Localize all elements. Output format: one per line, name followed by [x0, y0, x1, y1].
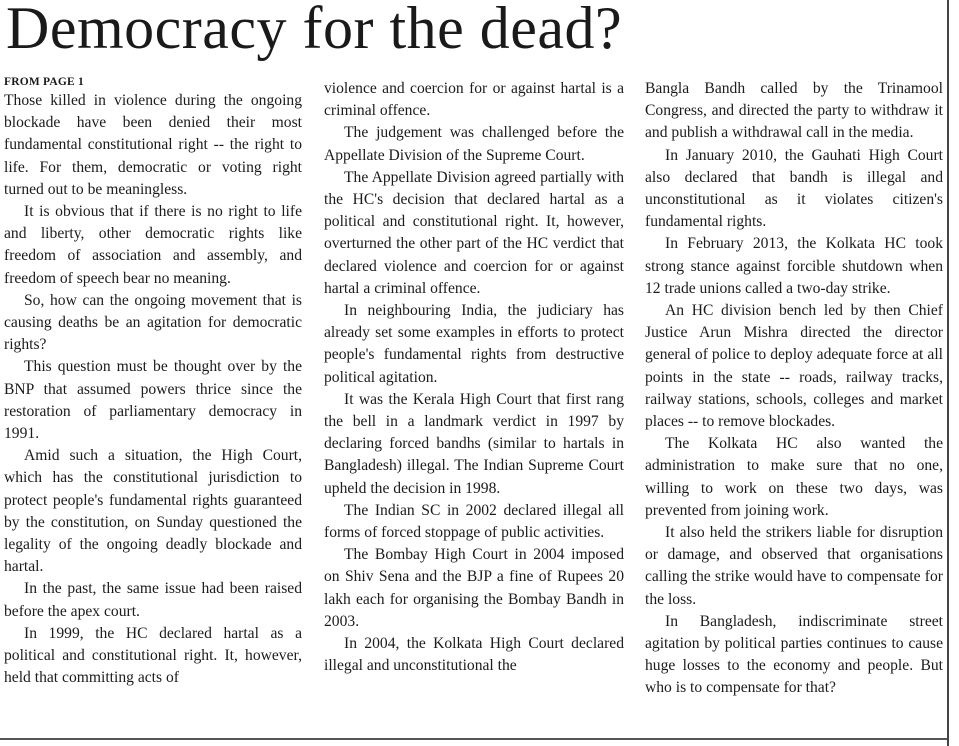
- paragraph: In Bangladesh, indiscriminate street agitation by political parties continues to cause huge losses to the economy and people. But who is to compensate for that?: [645, 612, 943, 697]
- paragraph: violence and coercion for or against hartal is a criminal offence.: [324, 80, 624, 120]
- headline: Democracy for the dead?: [6, 0, 623, 61]
- paragraph: The Kolkata HC also wanted the administration to make sure that no one, willing to work on these two days, was prevented from joining work.: [645, 435, 943, 519]
- paragraph: In the past, the same issue had been raised before the apex court.: [4, 580, 302, 620]
- paragraph: Those killed in violence during the ongoing blockade have been denied their most fundamental constitutional right -- the right to life. For them, democratic or voting right turned out to be meaningless.: [4, 92, 302, 198]
- paragraph: In January 2010, the Gauhati High Court also declared that bandh is illegal and unconstitutional as it violates citizen's fundamental rights.: [645, 146, 943, 231]
- paragraph: In neighbouring India, the judiciary has already set some examples in efforts to protect people's fundamental rights from destructive political agitation.: [324, 302, 624, 386]
- paragraph: So, how can the ongoing movement that is causing deaths be an agitation for democratic rights?: [4, 291, 302, 354]
- paragraph: Amid such a situation, the High Court, which has the constitutional jurisdiction to protect people's fundamental rights guaranteed by the constitution, on Sunday questioned the legality of the ongoing deadly blockade and hartal.: [4, 447, 302, 576]
- paragraph: It was the Kerala High Court that first rang the bell in a landmark verdict in 1997 by declaring forced bandhs (similar to hartals in Bangladesh) illegal. The Indian Supreme Court upheld the decision in 1998.: [324, 390, 624, 497]
- paragraph: It is obvious that if there is no right to life and liberty, other democratic rights like freedom of association and assembly, and freedom of speech bear no meaning.: [4, 203, 302, 287]
- article-column-3: [645, 78, 943, 738]
- bottom-divider: [0, 738, 951, 740]
- paragraph: In February 2013, the Kolkata HC took strong stance against forcible shutdown when 12 trade unions called a two-day strike.: [645, 235, 943, 297]
- paragraph: An HC division bench led by then Chief Justice Arun Mishra directed the director general of police to deploy adequate force at all points in the state -- roads, railway tracks, railway stations, schools, colleges and market places -- to remove blockades.: [645, 302, 943, 431]
- paragraph: This question must be thought over by the BNP that assumed powers thrice since the restoration of parliamentary democracy in 1991.: [4, 358, 302, 443]
- right-edge-border: [947, 0, 957, 746]
- article-column-1: [4, 74, 302, 734]
- paragraph: It also held the strikers liable for disruption or damage, and observed that organisations calling the strike would have to compensate for the loss.: [645, 524, 943, 608]
- paragraph: Bangla Bandh called by the Trinamool Congress, and directed the party to withdraw it and publish a withdrawal call in the media.: [645, 80, 943, 142]
- paragraph: The judgement was challenged before the Appellate Division of the Supreme Court.: [324, 124, 624, 164]
- paragraph: The Indian SC in 2002 declared illegal all forms of forced stoppage of public activities.: [324, 501, 624, 542]
- paragraph: In 1999, the HC declared hartal as a political and constitutional right. It, however, held that committing acts of: [4, 624, 302, 687]
- article-column-2: [324, 78, 624, 738]
- paragraph: The Bombay High Court in 2004 imposed on Shiv Sena and the BJP a fine of Rupees 20 lakh each for organising the Bombay Bandh in 2003.: [324, 546, 624, 630]
- paragraph: The Appellate Division agreed partially with the HC's decision that declared hartal as a political and constitutional right. It, however, overturned the other part of the HC verdict that declared violence and coercion for or against hartal a criminal offence.: [324, 168, 624, 297]
- paragraph: In 2004, the Kolkata High Court declared illegal and unconstitutional the: [324, 635, 624, 675]
- from-page-kicker: FROM PAGE 1: [4, 76, 84, 88]
